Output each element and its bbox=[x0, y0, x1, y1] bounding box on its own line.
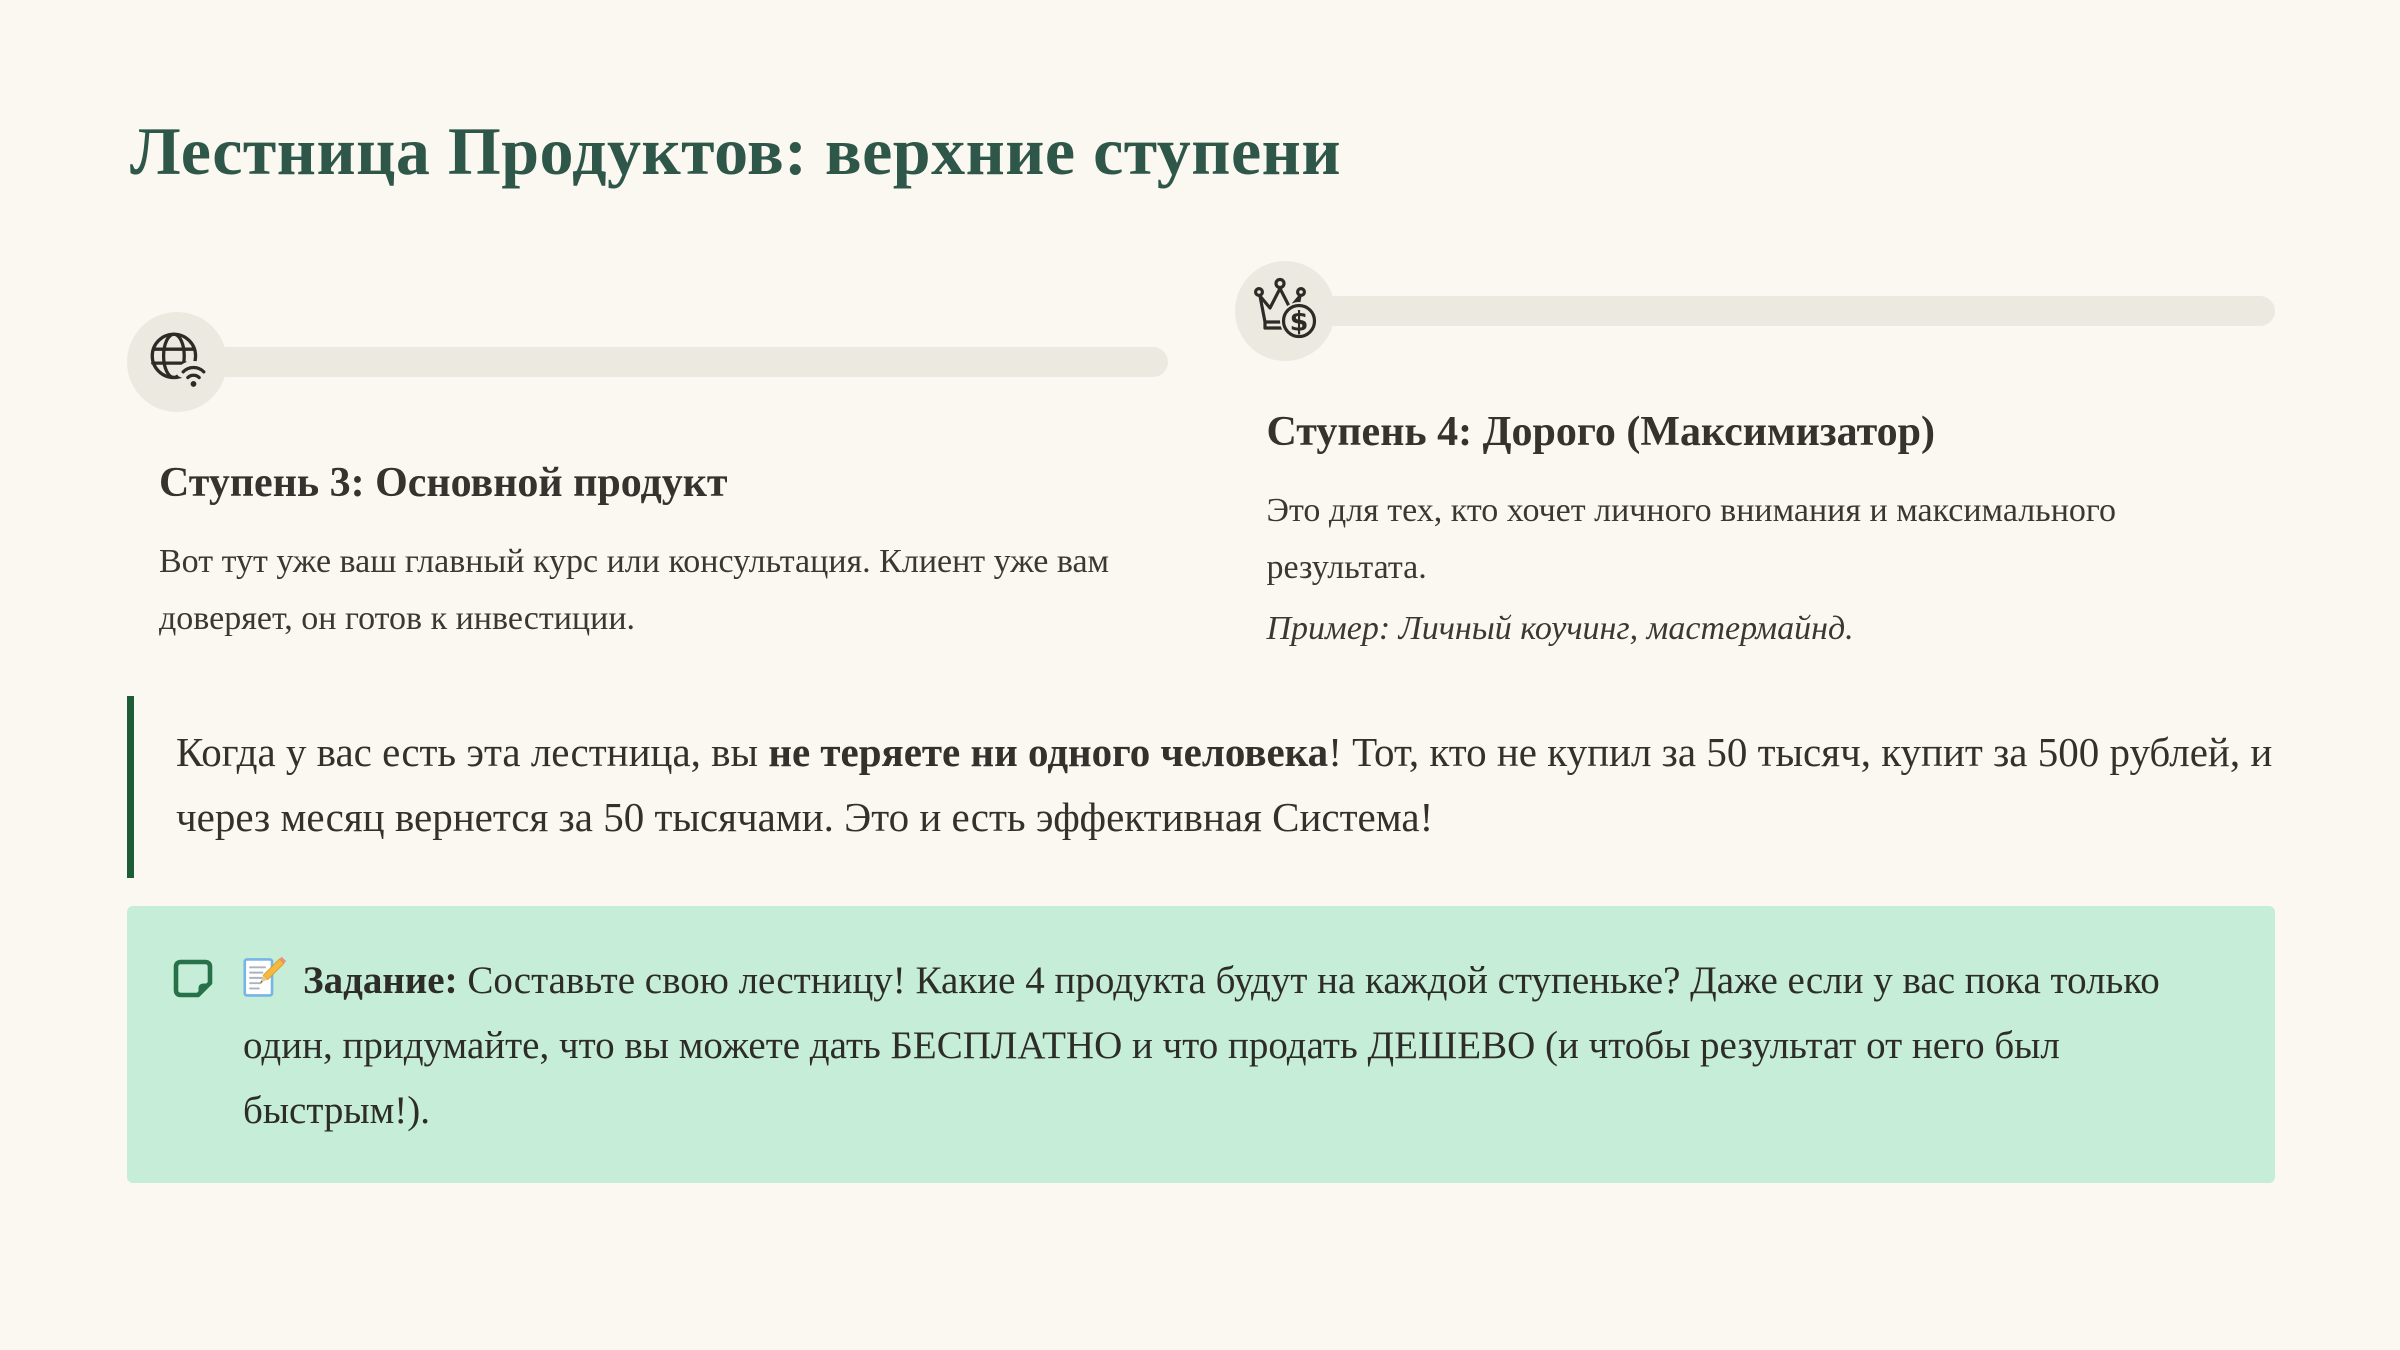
quote-text-after: ! Тот, кто не купил за 50 тысяч, купит за 500 рублей, и через месяц вернется за 50 тысячами. Это и есть эффективная Система! bbox=[176, 729, 2273, 840]
step-4-title: Ступень 4: Дорого (Максимизатор) bbox=[1266, 409, 1936, 456]
task-body: Составьте свою лестницу! Какие 4 продукта будут на каждой ступеньке? Даже если у вас пока только один, придумайте, что вы можете дать БЕСПЛАТНО и что продать ДЕШЕВО (и чтобы результат от него был быстрым!). bbox=[243, 958, 2160, 1132]
sticky-note-icon bbox=[170, 956, 216, 1002]
step-4-progress-track bbox=[1313, 296, 2276, 326]
step-4-column bbox=[1235, 261, 2276, 656]
step-3-progress-track bbox=[205, 347, 1168, 377]
quote-block bbox=[127, 696, 2275, 878]
svg-text:$: $ bbox=[1289, 306, 1308, 338]
step-3-description: Вот тут уже ваш главный курс или консультация. Клиент уже вам доверяет, он готов к инвестиции. bbox=[159, 542, 1110, 637]
quote-text-before: Когда у вас есть эта лестница, вы bbox=[176, 729, 769, 776]
steps-columns bbox=[127, 306, 2275, 656]
memo-pencil-icon bbox=[243, 953, 287, 1001]
step-3-column bbox=[127, 312, 1168, 647]
step-4-description: Это для тех, кто хочет личного внимания и максимального результата. bbox=[1266, 491, 2116, 586]
step-4-icon-circle bbox=[1235, 261, 1335, 361]
step-3-track bbox=[127, 312, 1168, 412]
step-3-icon-circle bbox=[127, 312, 227, 412]
task-callout bbox=[127, 906, 2275, 1183]
page-title: Лестница Продуктов: верхние ступени bbox=[130, 113, 1342, 189]
quote-bold-text: не теряете ни одного человека bbox=[768, 729, 1329, 776]
task-text bbox=[243, 948, 2215, 1143]
step-3-title: Ступень 3: Основной продукт bbox=[159, 460, 728, 507]
step-4-track bbox=[1235, 261, 2276, 361]
step-4-example: Пример: Личный коучинг, мастермайнд. bbox=[1266, 609, 1854, 647]
task-label: Задание: bbox=[303, 958, 458, 1002]
globe-wifi-icon bbox=[144, 327, 210, 398]
crown-dollar-icon bbox=[1250, 277, 1320, 346]
